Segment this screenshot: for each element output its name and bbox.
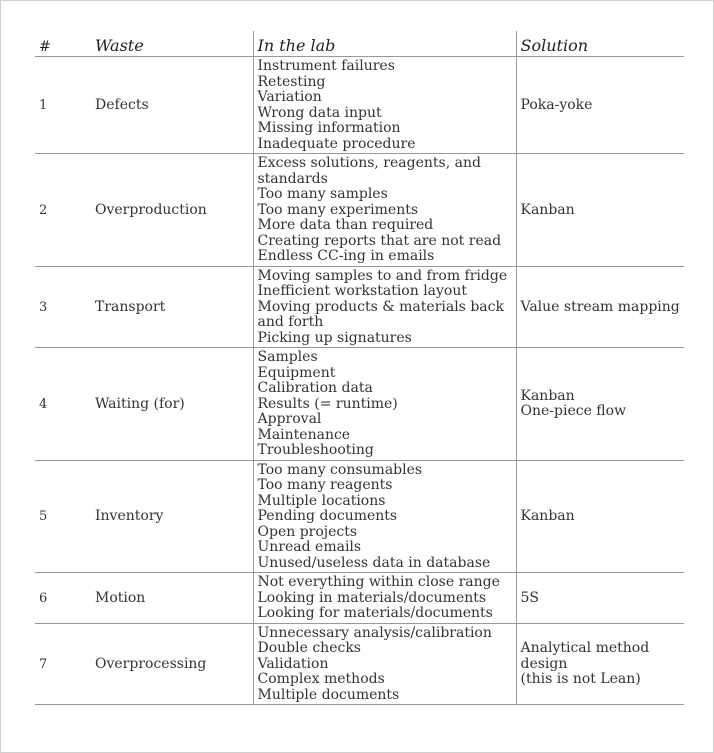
header-in-the-lab: In the lab xyxy=(253,31,516,57)
waste-type: Transport xyxy=(91,266,253,348)
header-number: # xyxy=(35,31,91,57)
in-the-lab-cell xyxy=(253,57,516,154)
in-the-lab-cell xyxy=(253,460,516,573)
table-row xyxy=(35,573,684,624)
lab-example-item: Creating reports that are not read xyxy=(257,232,502,249)
row-number: 2 xyxy=(35,154,91,267)
lab-example-item: Inadequate procedure xyxy=(257,135,416,152)
header-row xyxy=(35,31,684,57)
lab-example-item: Approval xyxy=(257,411,322,427)
lab-example-item: Not everything within close range xyxy=(257,574,500,590)
in-the-lab-cell xyxy=(253,266,516,348)
waste-type: Waiting (for) xyxy=(91,348,253,461)
table-row xyxy=(35,348,684,461)
lab-example-item: Maintenance xyxy=(257,426,351,443)
row-number: 5 xyxy=(35,460,91,573)
solution-cell xyxy=(516,154,684,267)
lab-example-item: Open projects xyxy=(257,523,358,540)
lab-example-item: Variation xyxy=(257,89,322,105)
solution-text: 5S xyxy=(520,589,539,606)
waste-type: Inventory xyxy=(91,460,253,573)
lab-example-item: Too many consumables xyxy=(257,461,423,478)
solution-cell xyxy=(516,460,684,573)
table-row xyxy=(35,460,684,573)
solution-text: design xyxy=(520,655,568,672)
header-solution: Solution xyxy=(516,31,684,57)
lab-example-item: Moving products & materials back xyxy=(257,298,504,315)
solution-text: Kanban xyxy=(520,387,575,404)
table-row xyxy=(35,154,684,267)
lean-waste-table xyxy=(35,31,684,705)
lab-example-item: Wrong data input xyxy=(257,104,382,121)
solution-cell xyxy=(516,57,684,154)
table-body xyxy=(35,57,684,705)
solution-text: Kanban xyxy=(520,201,575,218)
solution-text: Kanban xyxy=(520,508,575,524)
lab-example-item: Looking in materials/documents xyxy=(257,589,487,606)
solution-text: (this is not Lean) xyxy=(520,671,641,687)
row-number: 3 xyxy=(35,266,91,348)
in-the-lab-cell xyxy=(253,154,516,267)
solution-text: One-piece flow xyxy=(520,403,627,420)
lab-example-item: Complex methods xyxy=(257,671,385,687)
waste-type: Overproduction xyxy=(91,154,253,267)
lab-example-item: Troubleshooting xyxy=(257,442,374,458)
lab-example-item: Unused/useless data in database xyxy=(257,554,491,571)
lab-example-item: Picking up signatures xyxy=(257,329,412,346)
waste-type: Defects xyxy=(91,57,253,154)
waste-type: Motion xyxy=(91,573,253,624)
solution-cell xyxy=(516,623,684,705)
header-waste: Waste xyxy=(91,31,253,57)
lab-example-item: standards xyxy=(257,170,328,187)
lab-example-item: Samples xyxy=(257,349,318,365)
row-number: 7 xyxy=(35,623,91,705)
lab-example-item: Validation xyxy=(257,655,329,672)
waste-type: Overprocessing xyxy=(91,623,253,705)
row-number: 1 xyxy=(35,57,91,154)
solution-cell xyxy=(516,266,684,348)
lab-example-item: Too many reagents xyxy=(257,477,393,493)
lab-example-item: Too many samples xyxy=(257,186,388,202)
lab-example-item: Missing information xyxy=(257,120,401,136)
table-row xyxy=(35,57,684,154)
table-row xyxy=(35,266,684,348)
lab-example-item: and forth xyxy=(257,314,324,330)
solution-text: Poka-yoke xyxy=(520,96,593,113)
solution-cell xyxy=(516,573,684,624)
solution-cell xyxy=(516,348,684,461)
lab-example-item: Pending documents xyxy=(257,508,398,524)
in-the-lab-cell xyxy=(253,573,516,624)
lab-example-item: Multiple documents xyxy=(257,686,400,703)
lab-example-item: Moving samples to and from fridge xyxy=(257,267,508,284)
lab-example-item: Looking for materials/documents xyxy=(257,605,493,621)
row-number: 4 xyxy=(35,348,91,461)
solution-text: Analytical method xyxy=(520,640,650,656)
lab-example-item: Results (= runtime) xyxy=(257,395,398,412)
table-row xyxy=(35,623,684,705)
lab-example-item: More data than required xyxy=(257,217,434,233)
in-the-lab-cell xyxy=(253,348,516,461)
lab-example-item: Unread emails xyxy=(257,539,362,555)
lab-example-item: Endless CC-ing in emails xyxy=(257,248,435,264)
lab-example-item: Unnecessary analysis/calibration xyxy=(257,624,492,641)
lab-example-item: Too many experiments xyxy=(257,201,419,218)
lab-example-item: Excess solutions, reagents, and xyxy=(257,155,481,171)
lab-example-item: Retesting xyxy=(257,73,326,90)
row-number: 6 xyxy=(35,573,91,624)
lab-example-item: Inefficient workstation layout xyxy=(257,283,468,299)
lab-example-item: Double checks xyxy=(257,640,361,656)
in-the-lab-cell xyxy=(253,623,516,705)
lab-example-item: Multiple locations xyxy=(257,492,386,509)
lab-example-item: Equipment xyxy=(257,364,336,381)
lab-example-item: Instrument failures xyxy=(257,58,395,74)
solution-text: Value stream mapping xyxy=(520,298,680,315)
lab-example-item: Calibration data xyxy=(257,380,373,396)
